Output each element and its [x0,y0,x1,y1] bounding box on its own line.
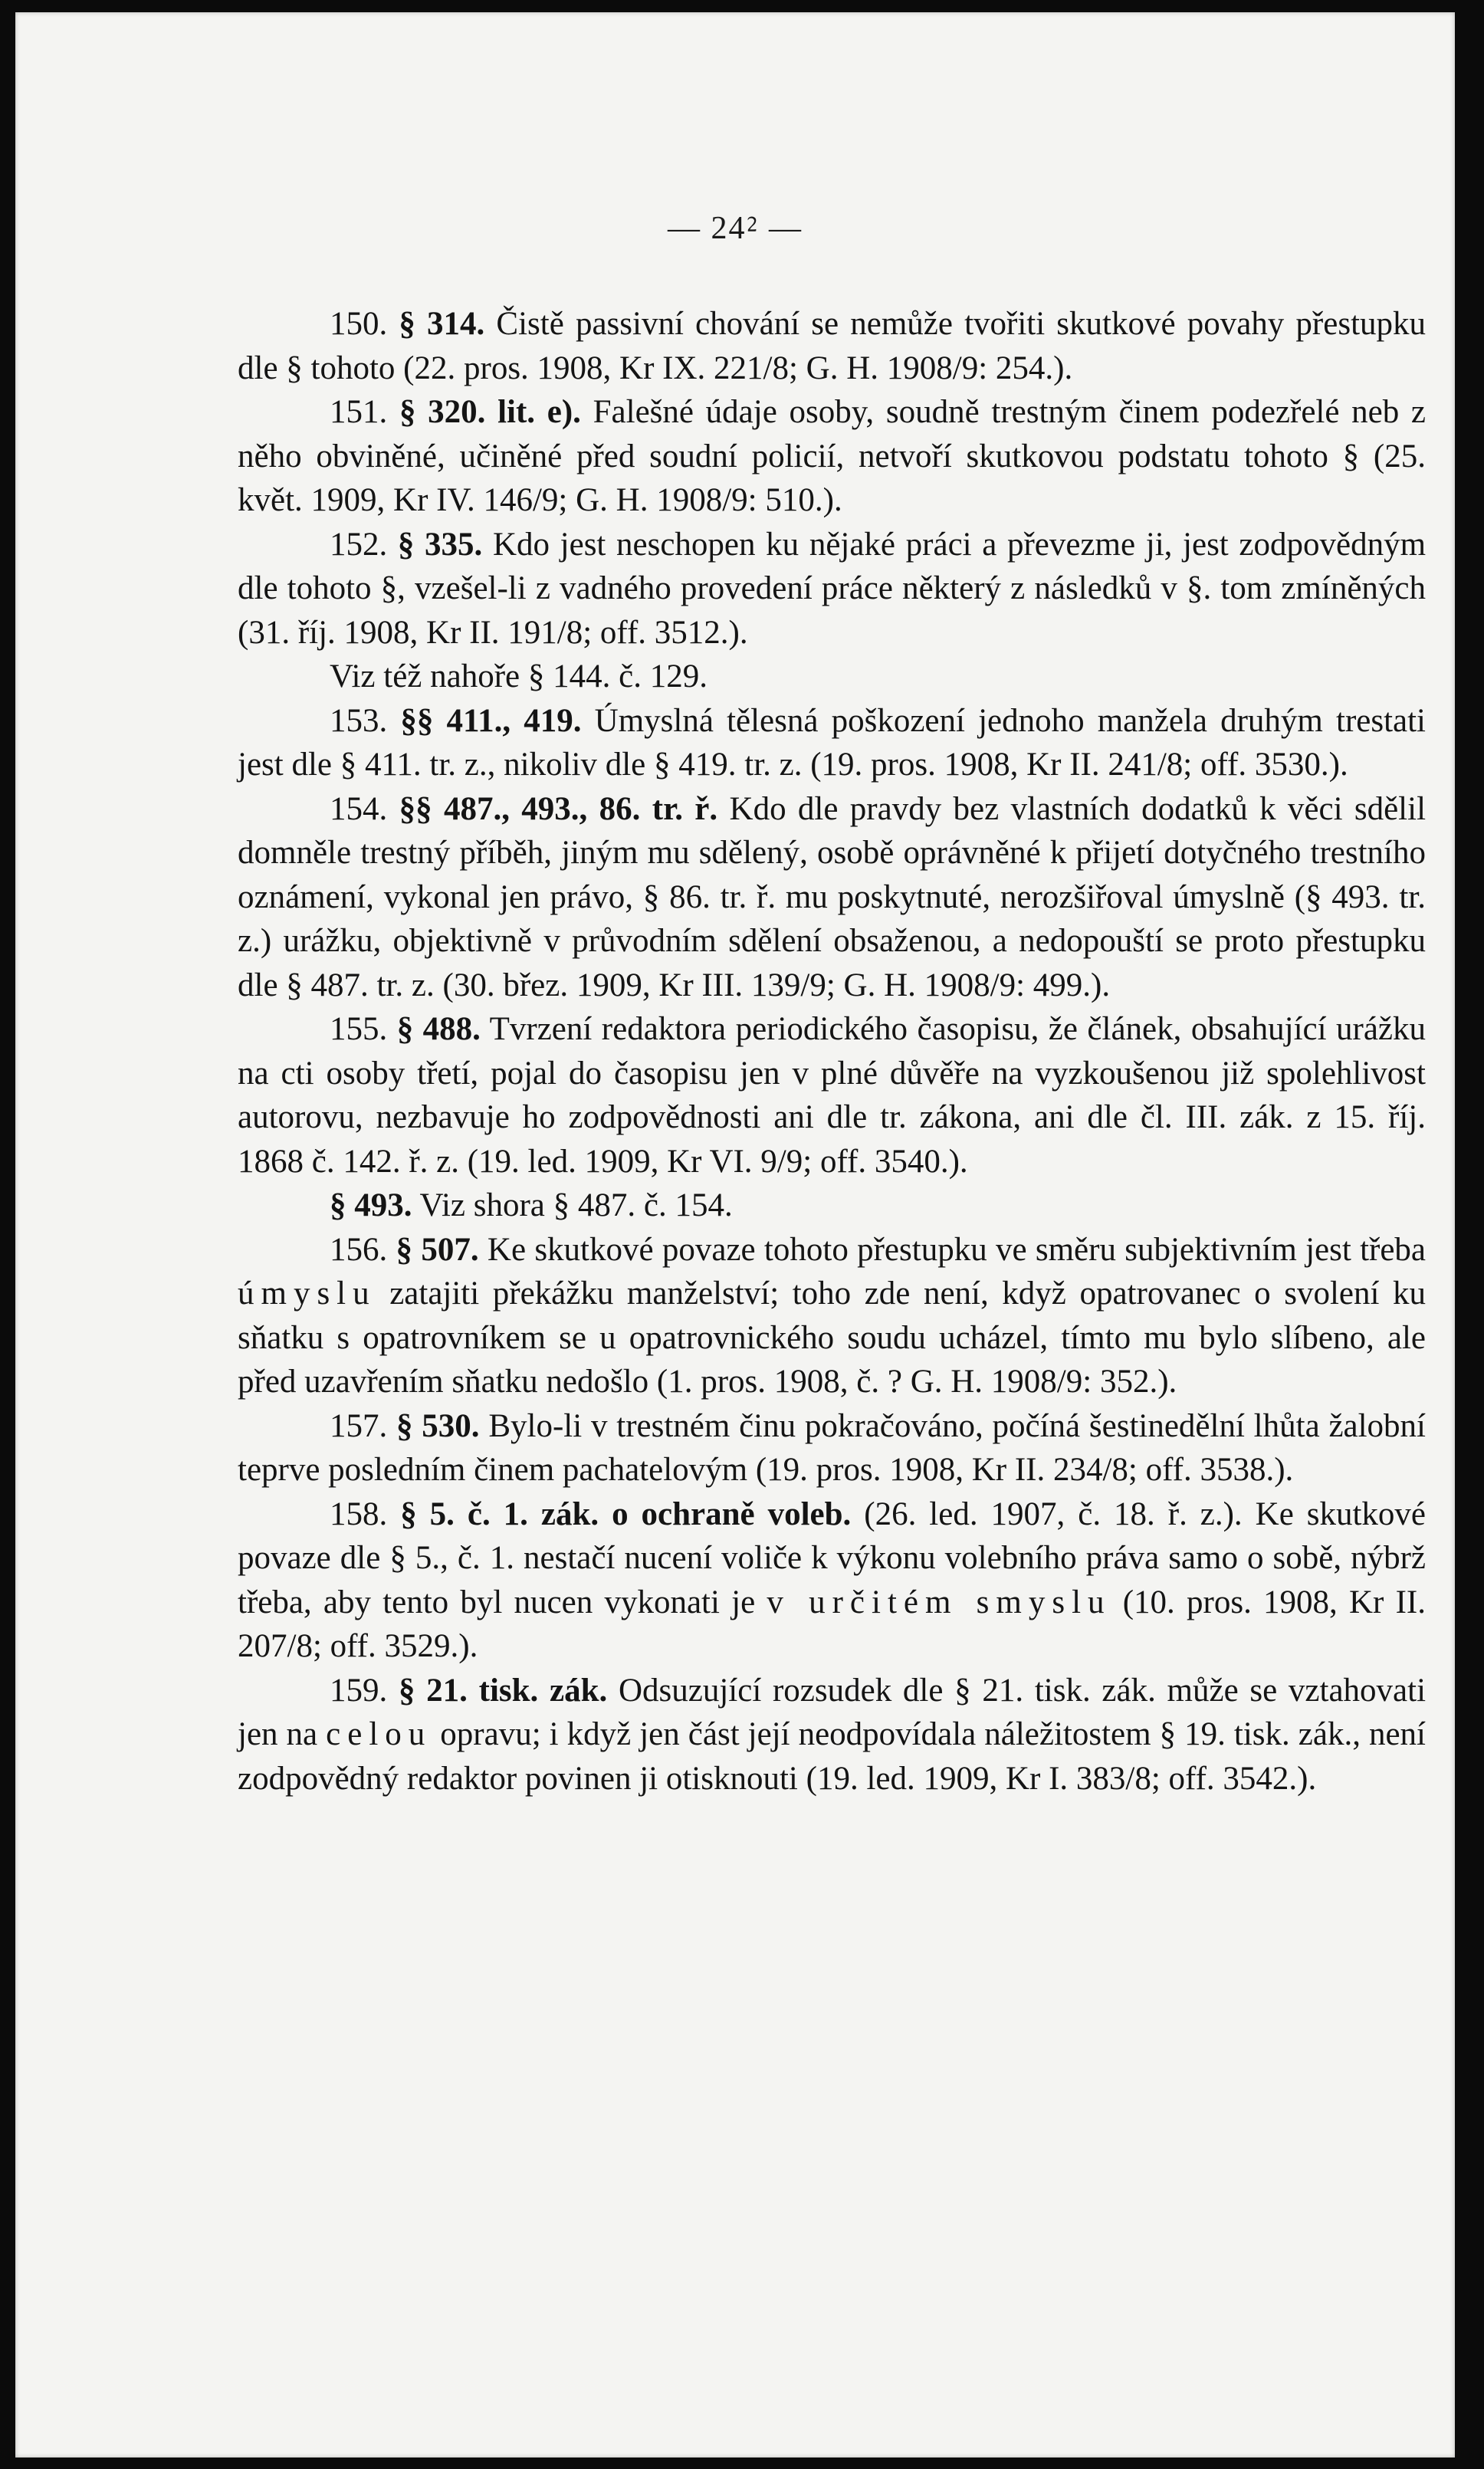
entry-number: 151. [330,394,388,430]
entry-number: 155. [330,1011,388,1047]
entry-number: 156. [330,1231,388,1268]
entry-number: 152. [330,526,388,563]
entry-text-continued: opravu; i když jen část její neodpovídala náležitostem § 19. tisk. zák., není zodpovědný redaktor povinen ji otisknouti (19. led. 1909, Kr I. 383/8; off. 3542.). [238,1716,1426,1797]
entry-text: Bylo-li v trestném činu pokračováno, počíná šestinedělní lhůta žalobní teprve posledním činem pachatelovým (19. pros. 1908, Kr II. 234/8; off. 3538.). [238,1407,1427,1488]
entry-text: Odsuzující rozsudek dle § 21. tisk. zák. může se vztahovati jen na [238,1672,1427,1752]
entry-reference: § 21. tisk. zák. [398,1672,608,1709]
entry-text-continued: zatajiti překážku manželství; toho zde není, když opatrovanec o svolení ku sňatku s opatrovníkem se u opatrovnického soudu ucházel, tímto mu bylo slíbeno, ale před uzavřením sňatku nedošlo (1. pros. 1908, č. ? G. H. 1908/9: 352.). [238,1276,1426,1400]
entry-reference: §§ 411., 419. [400,702,582,739]
entry-text: Úmyslná tělesná poškození jednoho manžela druhým trestati jest dle § 411. tr. z., nikoliv dle § 419. tr. z. (19. pros. 1908, Kr II. 241/8; off. 3530.). [238,702,1427,783]
page-number: — 24⁲ — [667,211,803,246]
entry-159 [238,1669,1426,1801]
entry-text: Falešné údaje osoby, soudně trestným činem podezřelé neb z něho obviněné, učiněné před soudní policií, netvoří skutkovou podstatu tohoto § (25. květ. 1909, Kr IV. 146/9; G. H. 1908/9: 510.). [238,394,1427,518]
entry-reference: § 5. č. 1. zák. o ochraně voleb. [400,1496,852,1532]
entry-151 [238,390,1426,523]
entry-number: 154. [330,790,388,827]
entry-reference: § 320. lit. e). [399,394,581,430]
entry-reference: § 507. [396,1231,479,1268]
cross-reference-493 [238,1184,1426,1228]
entry-reference: § 488. [396,1011,481,1047]
entry-157 [238,1404,1426,1492]
spaced-emphasis: úmyslu [238,1276,376,1312]
entry-152 [238,523,1426,655]
text-body [238,302,1426,1801]
entry-text: Ke skutkové povaze tohoto přestupku ve směru subjektivním jest třeba [487,1231,1427,1268]
entry-156 [238,1228,1426,1404]
entry-text: Viz shora § 487. č. 154. [419,1187,733,1223]
entry-text: Kdo dle pravdy bez vlastních dodatků k věci sdělil domněle trestný příběh, jiným mu sdělený, osobě oprávněné k přijetí dotyčného trestního oznámení, vykonal jen právo, § 86. tr. ř. mu poskytnuté, nerozšiřoval úmyslně (§ 493. tr. z.) urážku, objektivně v průvodním sdělení obsaženou, a nedopouští se proto přestupku dle § 487. tr. z. (30. břez. 1909, Kr III. 139/9; G. H. 1908/9: 499.). [238,790,1427,1003]
cross-reference-note [238,655,1426,699]
entry-150 [238,302,1426,390]
entry-153 [238,699,1426,787]
entry-number: 153. [330,702,388,739]
entry-number: 158. [330,1496,388,1532]
entry-text: Viz též nahoře § 144. č. 129. [330,658,708,694]
entry-text: (26. led. 1907, č. 18. ř. z.). Ke skutkové povaze dle § 5., č. 1. nestačí nucení voliče k výkonu volebního práva samo o sobě, nýbrž třeba, aby tento byl nucen vykonati je [238,1496,1427,1620]
entry-reference: § 314. [399,306,485,342]
spaced-emphasis: v určitém smyslu [767,1584,1111,1620]
entry-text: Tvrzení redaktora periodického časopisu, že článek, obsahující urážku na cti osoby třetí, pojal do časopisu jen v plné důvěře na vyzkoušenou již spolehlivost autorovu, nezbavuje ho zodpovědnosti ani dle tr. zákona, ani dle čl. III. zák. z 15. říj. 1868 č. 142. ř. z. (19. led. 1909, Kr VI. 9/9; off. 3540.). [238,1011,1427,1180]
entry-reference: § 530. [396,1407,480,1444]
entry-reference: §§ 487., 493., 86. tr. ř. [399,790,718,827]
scanned-page [15,12,1455,2458]
entry-text-continued: (10. pros. 1908, Kr II. 207/8; off. 3529.). [238,1584,1426,1664]
entry-text: Čistě passivní chování se nemůže tvořiti skutkové povahy přestupku dle § tohoto (22. pros. 1908, Kr IX. 221/8; G. H. 1908/9: 254.). [238,306,1427,386]
entry-158 [238,1492,1426,1669]
entry-number: 157. [330,1407,388,1444]
entry-reference: § 335. [397,526,483,563]
entry-number: 159. [330,1672,388,1709]
entry-number: 150. [330,306,388,342]
entry-154 [238,787,1426,1008]
spaced-emphasis: celou [326,1716,432,1752]
entry-155 [238,1007,1426,1184]
entry-text: Kdo jest neschopen ku nějaké práci a převezme ji, jest zodpovědným dle tohoto §, vzešel-li z vadného provedení práce některý z následků v §. tom zmíněných (31. říj. 1908, Kr II. 191/8; off. 3512.). [238,526,1427,651]
entry-reference: § 493. [330,1187,412,1223]
